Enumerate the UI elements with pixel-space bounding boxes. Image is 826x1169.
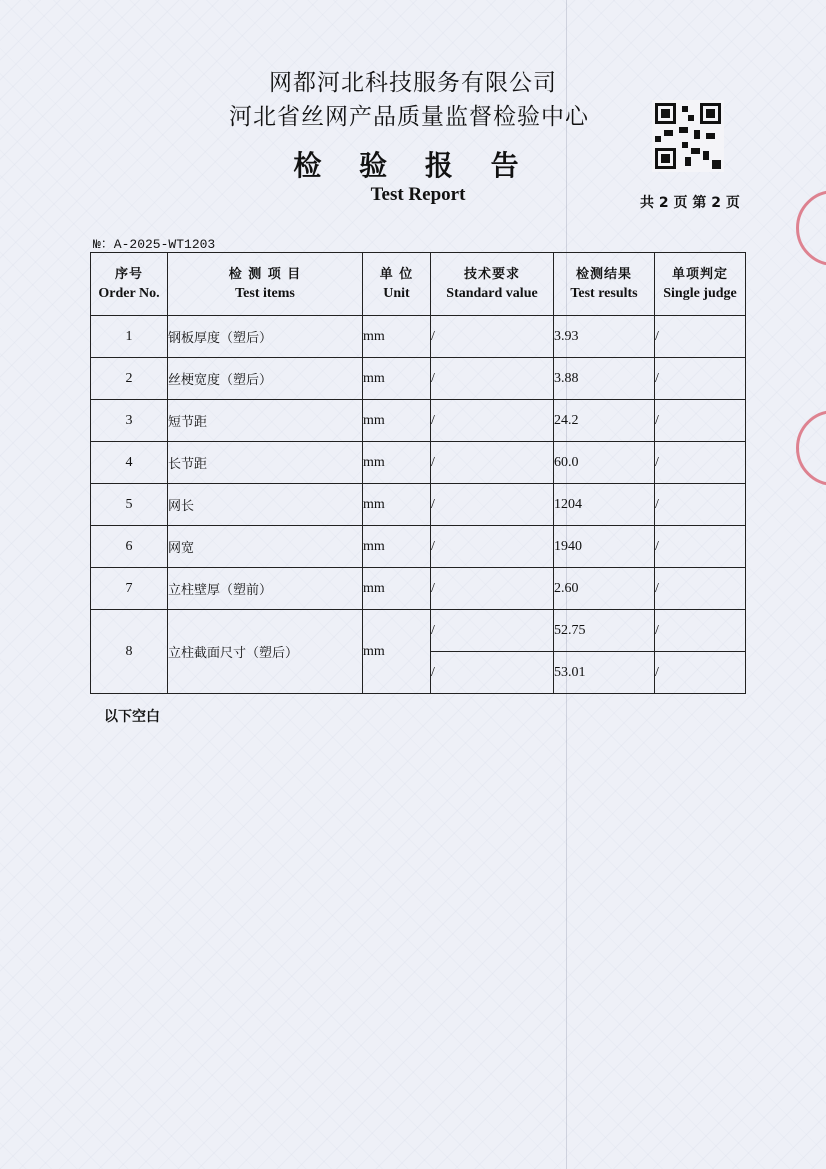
- standard-cell: /: [431, 652, 554, 694]
- judge-cell: /: [655, 316, 746, 358]
- col-unit: 单 位 Unit: [363, 253, 431, 316]
- table-row: [91, 442, 746, 484]
- table-row: [91, 610, 746, 652]
- report-title-en: Test Report: [370, 184, 466, 205]
- table-row: [91, 400, 746, 442]
- inspection-center-name: 河北省丝网产品质量监督检验中心: [229, 104, 589, 130]
- table-row: [91, 358, 746, 400]
- result-cell: 1940: [554, 526, 655, 568]
- col-order: 序号 Order No.: [91, 253, 168, 316]
- order-cell: 2: [91, 358, 168, 400]
- table-row: [91, 484, 746, 526]
- order-cell: 3: [91, 400, 168, 442]
- judge-cell: /: [655, 652, 746, 694]
- report-title-zh: 检 验 报 告: [293, 149, 533, 182]
- order-cell: 4: [91, 442, 168, 484]
- result-cell: 2.60: [554, 568, 655, 610]
- standard-cell: /: [431, 316, 554, 358]
- result-cell: 3.88: [554, 358, 655, 400]
- red-seal-stamp: [796, 410, 826, 486]
- order-cell: 7: [91, 568, 168, 610]
- item-cell: 网宽: [168, 526, 363, 568]
- unit-cell: mm: [363, 316, 431, 358]
- standard-cell: /: [431, 610, 554, 652]
- table-header-row: [91, 253, 746, 316]
- standard-cell: /: [431, 568, 554, 610]
- blank-below-note: 以下空白: [104, 709, 160, 725]
- table-row: [91, 568, 746, 610]
- item-cell: 立柱截面尺寸（塑后）: [168, 610, 363, 694]
- judge-cell: /: [655, 610, 746, 652]
- col-judge: 单项判定 Single judge: [655, 253, 746, 316]
- result-cell: 53.01: [554, 652, 655, 694]
- table-row: [91, 316, 746, 358]
- judge-cell: /: [655, 442, 746, 484]
- standard-cell: /: [431, 358, 554, 400]
- report-number: №：A-2025-WT1203: [93, 237, 216, 252]
- col-standard: 技术要求 Standard value: [431, 253, 554, 316]
- standard-cell: /: [431, 442, 554, 484]
- test-results-table: [90, 252, 746, 694]
- judge-cell: /: [655, 484, 746, 526]
- order-cell: 8: [91, 610, 168, 694]
- judge-cell: /: [655, 526, 746, 568]
- result-cell: 3.93: [554, 316, 655, 358]
- order-cell: 1: [91, 316, 168, 358]
- unit-cell: mm: [363, 568, 431, 610]
- result-cell: 24.2: [554, 400, 655, 442]
- judge-cell: /: [655, 568, 746, 610]
- item-cell: 丝梗宽度（塑后）: [168, 358, 363, 400]
- unit-cell: mm: [363, 400, 431, 442]
- item-cell: 钢板厚度（塑后）: [168, 316, 363, 358]
- page-count: 共 2 页 第 2 页: [640, 195, 740, 211]
- item-cell: 网长: [168, 484, 363, 526]
- item-cell: 短节距: [168, 400, 363, 442]
- judge-cell: /: [655, 400, 746, 442]
- item-cell: 立柱壁厚（塑前）: [168, 568, 363, 610]
- unit-cell: mm: [363, 442, 431, 484]
- unit-cell: mm: [363, 358, 431, 400]
- unit-cell: mm: [363, 610, 431, 694]
- result-cell: 52.75: [554, 610, 655, 652]
- col-item: 检 测 项 目 Test items: [168, 253, 363, 316]
- company-name: 网都河北科技服务有限公司: [269, 70, 557, 96]
- qr-code-icon: [652, 100, 724, 172]
- col-result: 检测结果 Test results: [554, 253, 655, 316]
- unit-cell: mm: [363, 526, 431, 568]
- order-cell: 5: [91, 484, 168, 526]
- item-cell: 长节距: [168, 442, 363, 484]
- order-cell: 6: [91, 526, 168, 568]
- result-cell: 1204: [554, 484, 655, 526]
- table-row: [91, 526, 746, 568]
- judge-cell: /: [655, 358, 746, 400]
- standard-cell: /: [431, 400, 554, 442]
- unit-cell: mm: [363, 484, 431, 526]
- result-cell: 60.0: [554, 442, 655, 484]
- standard-cell: /: [431, 526, 554, 568]
- standard-cell: /: [431, 484, 554, 526]
